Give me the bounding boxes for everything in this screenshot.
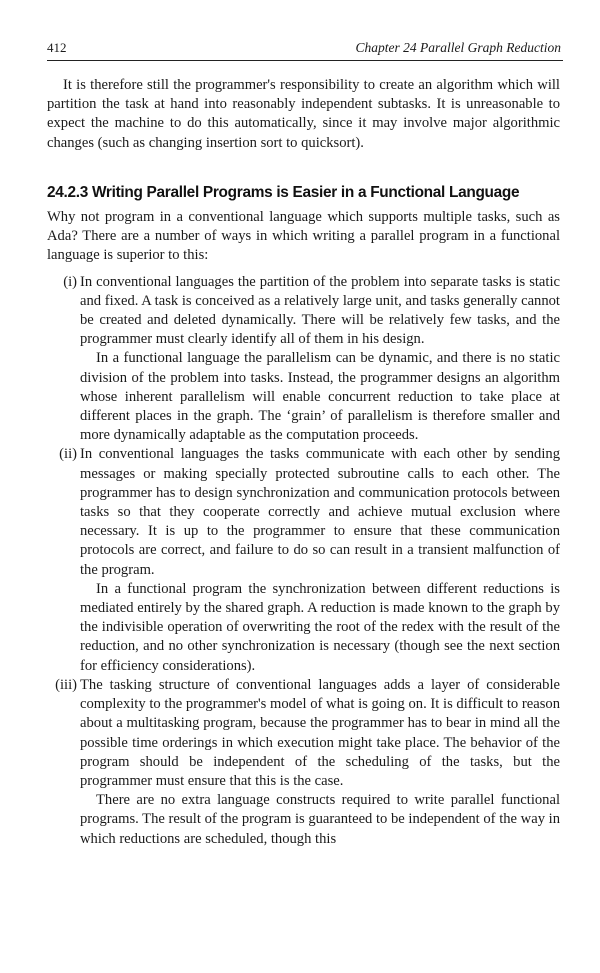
list-marker: (iii): [55, 676, 77, 693]
page-number: 412: [47, 40, 67, 55]
advantages-list: [47, 273, 560, 849]
item-paragraph: In a functional program the synchronization between different reductions is mediated entirely by the shared graph. A reduction is made known to the graph by the indivisible operation of overwriting the root of the redex with the result of the reduction, and no other synchronization is necessary (though see the next section for efficiency considerations).: [80, 580, 560, 674]
chapter-title: Chapter 24 Parallel Graph Reduction: [355, 40, 561, 55]
page-body: [47, 76, 560, 849]
list-item-ii: [47, 445, 560, 675]
list-item-iii: [47, 676, 560, 849]
intro-paragraph: It is therefore still the programmer's responsibility to create an algorithm which will partition the task at hand into reasonably independent subtasks. It is unreasonable to expect the machine to do this automatically, since it may involve major algorithmic changes (such as changing insertion sort to quicksort).: [47, 77, 560, 151]
item-paragraph: There are no extra language constructs required to write parallel functional programs. The result of the program is guaranteed to be independent of the way in which reductions are scheduled, though this: [80, 792, 560, 847]
section-heading: 24.2.3 Writing Parallel Programs is Easier in a Functional Language: [47, 183, 520, 201]
running-header: [47, 38, 563, 61]
item-paragraph: In conventional languages the tasks communicate with each other by sending messages or making specially protected subroutine calls to each other. The programmer has to design synchronization and communication protocols between tasks so that they cooperate correctly and achieve mutual exclusion where necessary. It is up to the programmer to ensure that these communication protocols are correct, and failure to do so can result in a transient malfunction of the program.: [80, 446, 560, 578]
list-marker: (i): [63, 273, 77, 290]
item-paragraph: The tasking structure of conventional languages adds a layer of considerable complexity to the programmer's model of what is going on. It is difficult to reason about a multitasking program, because the programmer has to bear in mind all the possible time orderings in which execution might take place. The behavior of the program should be independent of the scheduling of the tasks, but the programmer must ensure that this is the case.: [80, 676, 560, 789]
item-paragraph: In a functional language the parallelism can be dynamic, and there is no static division of the problem into tasks. Instead, the programmer designs an algorithm whose inherent parallelism will enable concurrent reduction to take place at different places in the graph. The ‘grain’ of parallelism is therefore smaller and more dynamically adaptable as the computation proceeds.: [80, 350, 560, 444]
item-paragraph: In conventional languages the partition of the problem into separate tasks is static and fixed. A task is conceived as a relatively large unit, and tasks generally cannot be created and deleted dynamically. There will be relatively few tasks, and the programmer must clearly identify all of them in his design.: [80, 273, 560, 348]
list-item-i: [47, 273, 560, 446]
list-marker: (ii): [59, 446, 77, 463]
section-lead-paragraph: Why not program in a conventional language which supports multiple tasks, such as Ada? There are a number of ways in which writing a parallel program in a functional language is superior to this:: [47, 209, 560, 264]
